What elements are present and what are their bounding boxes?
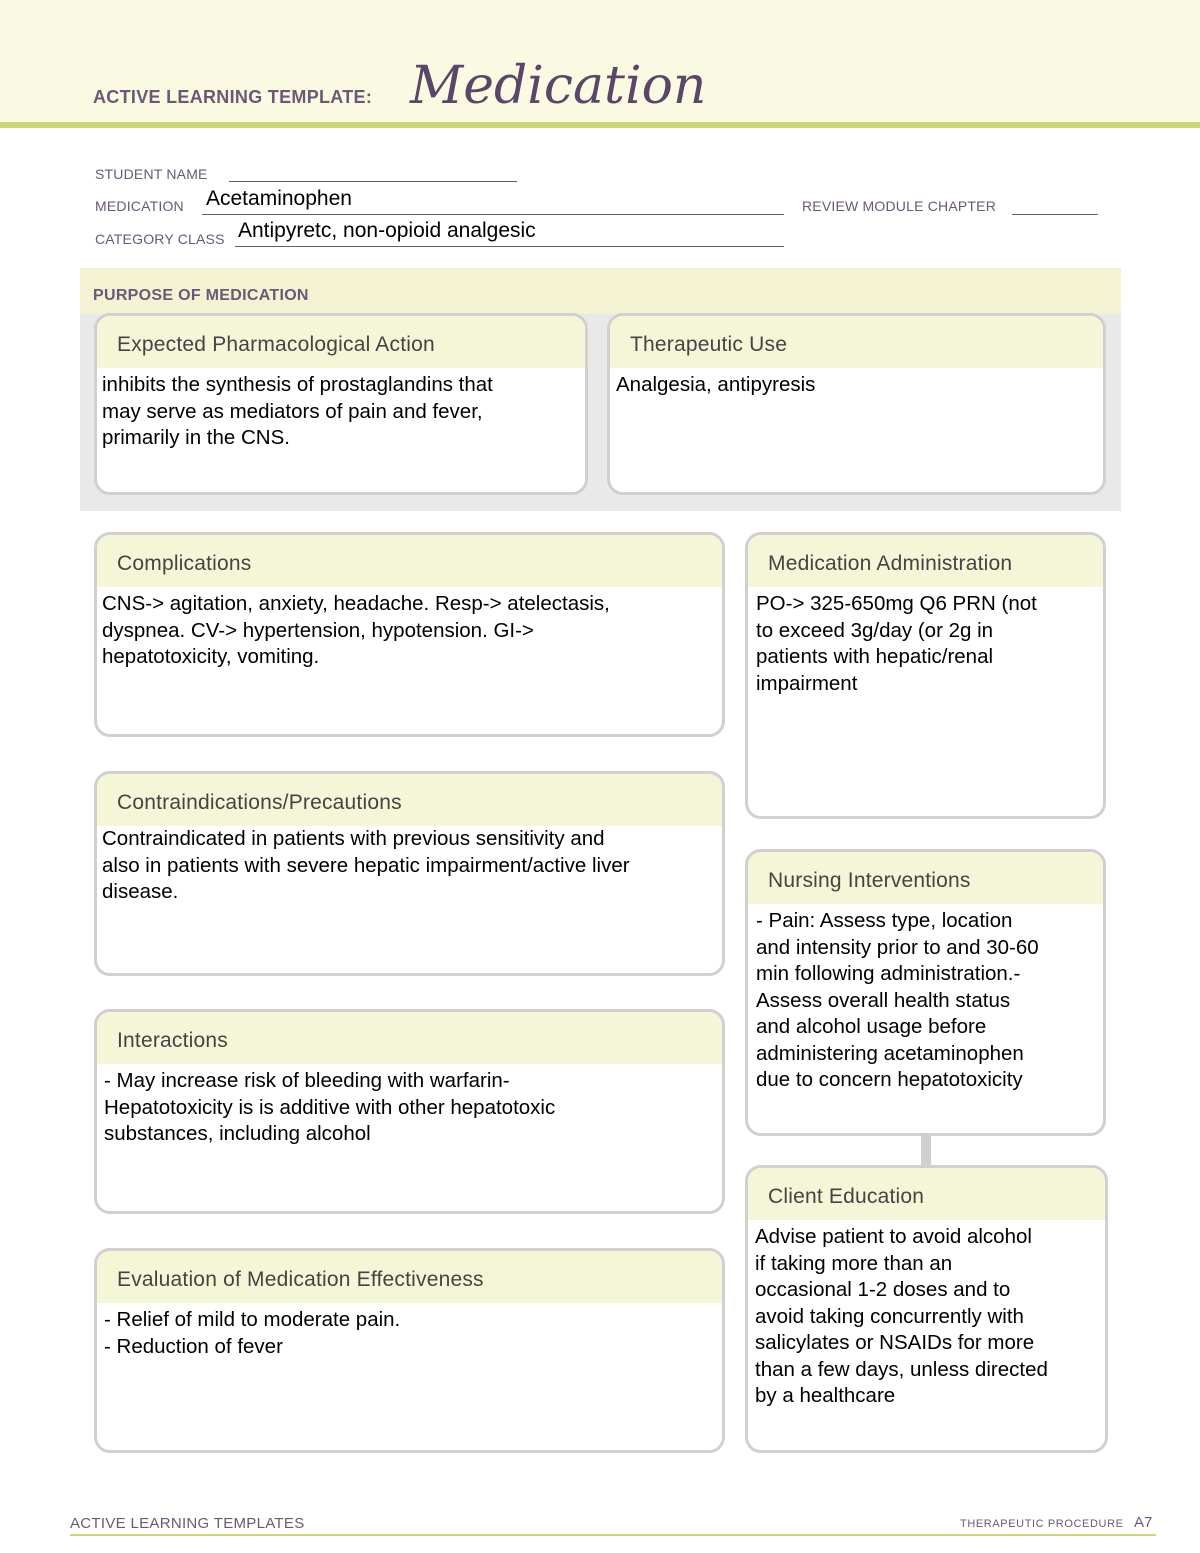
review-module-line	[1012, 214, 1098, 215]
expected-action-title: Expected Pharmacological Action	[97, 316, 585, 368]
nursing-interventions-text[interactable]: - Pain: Assess type, location and intensity prior to and 30-60 min following administration.- Assess overall health status and alcohol usage before administering acetaminophen due to concern hepatotoxicity	[756, 909, 1039, 1091]
administration-text[interactable]: PO-> 325-650mg Q6 PRN (not to exceed 3g/day (or 2g in patients with hepatic/renal impairment	[756, 592, 1037, 695]
purpose-label: PURPOSE OF MEDICATION	[93, 287, 309, 304]
interactions-box	[94, 1009, 725, 1214]
expected-action-box	[94, 313, 588, 495]
evaluation-box	[94, 1248, 725, 1453]
therapeutic-use-text[interactable]: Analgesia, antipyresis	[616, 373, 816, 396]
category-class-line	[235, 246, 784, 247]
contraindications-box	[94, 771, 725, 976]
client-education-box	[745, 1165, 1108, 1453]
header-rule	[0, 122, 1200, 128]
nursing-interventions-title: Nursing Interventions	[748, 852, 1103, 904]
nursing-interventions-box	[745, 849, 1106, 1136]
therapeutic-use-box	[607, 313, 1106, 495]
evaluation-text[interactable]: - Relief of mild to moderate pain. - Reduction of fever	[104, 1308, 401, 1358]
expected-action-text[interactable]: inhibits the synthesis of prostaglandins that may serve as mediators of pain and fever, primarily in the CNS.	[102, 373, 493, 449]
student-name-line	[229, 181, 517, 182]
footer-right: THERAPEUTIC PROCEDURE	[960, 1518, 1124, 1530]
client-education-text[interactable]: Advise patient to avoid alcohol if taking more than an occasional 1-2 doses and to avoid taking concurrently with salicylates or NSAIDs for more than a few days, unless directed by a healthcare	[755, 1225, 1048, 1407]
review-module-label: REVIEW MODULE CHAPTER	[802, 198, 996, 214]
administration-title: Medication Administration	[748, 535, 1103, 587]
footer-rule	[70, 1534, 1156, 1536]
evaluation-title: Evaluation of Medication Effectiveness	[97, 1251, 722, 1303]
complications-text[interactable]: CNS-> agitation, anxiety, headache. Resp-> atelectasis, dyspnea. CV-> hypertension, hypotension. GI-> hepatotoxicity, vomiting.	[102, 592, 610, 668]
template-label: ACTIVE LEARNING TEMPLATE:	[93, 87, 373, 107]
administration-box	[745, 532, 1106, 819]
therapeutic-use-title: Therapeutic Use	[610, 316, 1103, 368]
complications-box	[94, 532, 725, 737]
category-class-label: CATEGORY CLASS	[95, 231, 225, 247]
category-class-field[interactable]: Antipyretc, non-opioid analgesic	[238, 219, 536, 242]
contraindications-text[interactable]: Contraindicated in patients with previous sensitivity and also in patients with severe hepatic impairment/active liver disease.	[102, 827, 630, 903]
interactions-text[interactable]: - May increase risk of bleeding with warfarin- Hepatotoxicity is is additive with other hepatotoxic substances, including alcohol	[104, 1069, 556, 1145]
footer-left: ACTIVE LEARNING TEMPLATES	[70, 1515, 305, 1532]
contraindications-title: Contraindications/Precautions	[97, 774, 722, 826]
medication-line	[202, 214, 784, 215]
box-connector	[921, 1134, 931, 1166]
medication-label: MEDICATION	[95, 198, 184, 214]
client-education-title: Client Education	[748, 1168, 1105, 1220]
medication-field[interactable]: Acetaminophen	[206, 187, 352, 210]
interactions-title: Interactions	[97, 1012, 722, 1064]
complications-title: Complications	[97, 535, 722, 587]
student-name-label: STUDENT NAME	[95, 166, 208, 182]
page-title: Medication	[410, 56, 707, 116]
page-number: A7	[1134, 1514, 1153, 1531]
